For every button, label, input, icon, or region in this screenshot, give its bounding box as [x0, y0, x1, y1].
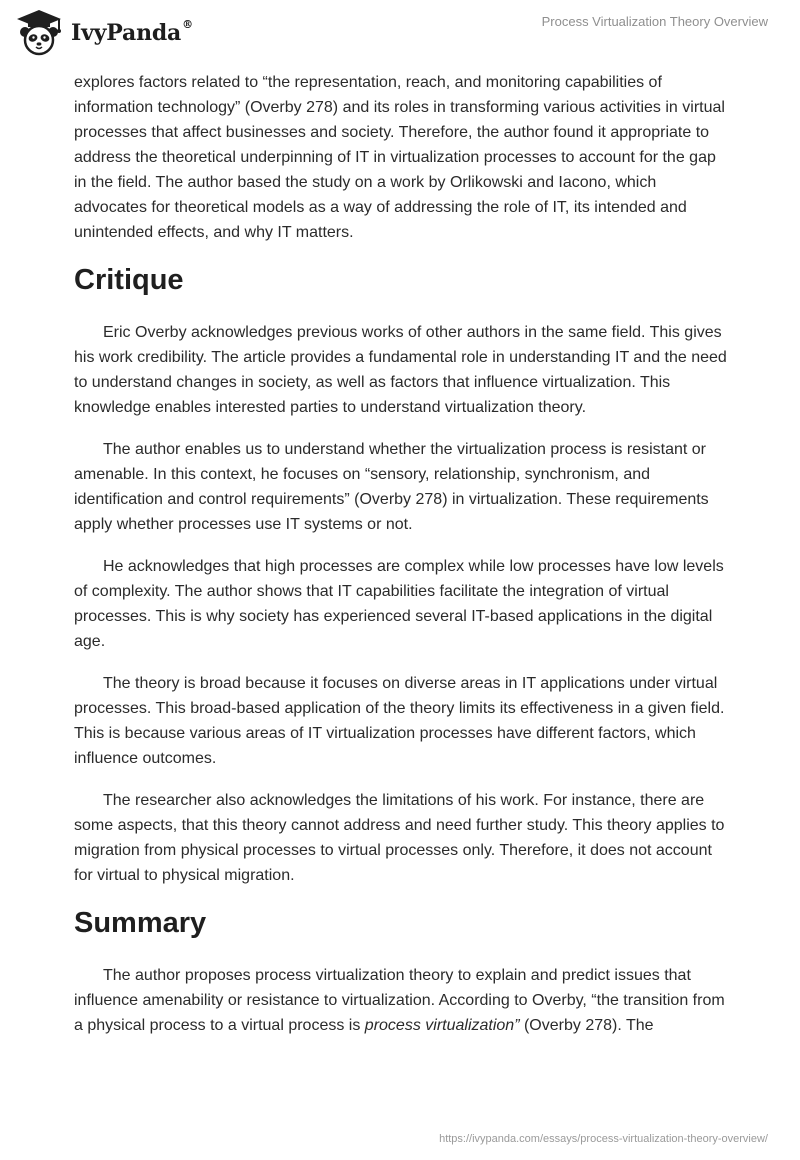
summary-italic-term: process virtualization” — [364, 1017, 520, 1034]
page-header — [0, 0, 800, 70]
brand-name — [71, 20, 193, 46]
critique-paragraph-4: The theory is broad because it focuses on diverse areas in IT applications under virtual processes. This broad-based application of the theory limits its effectiveness in a given field. This is because various areas of IT virtualization processes have different factors, which influence outcomes. — [74, 675, 725, 767]
panda-logo-icon — [15, 8, 63, 56]
intro-paragraph: explores factors related to “the representation, reach, and monitoring capabilities of information technology” (Overby 278) and its roles in transforming various activities in virtual processes that affect businesses and society. Therefore, the author found it appropriate to address the theoretical underpinning of IT in virtualization processes to account for the gap in the field. The author based the study on a work by Orlikowski and Iacono, which advocates for theoretical models as a way of addressing the role of IT, its intended and unintended effects, and why IT matters. — [74, 74, 725, 241]
summary-heading: Summary — [74, 907, 207, 939]
essay-content — [74, 70, 728, 1055]
summary-text-start: The author proposes process virtualization theory to explain and predict issues that influence amenability or resistance to virtualization. According to Overby, “the transition from a physical process to a virtual process is — [74, 967, 725, 1034]
critique-paragraph-5: The researcher also acknowledges the limitations of his work. For instance, there are some aspects, that this theory cannot address and need further study. This theory applies to migration from physical processes to virtual processes only. Therefore, it does not account for virtual to physical migration. — [74, 792, 725, 884]
critique-paragraph-2: The author enables us to understand whether the virtualization process is resistant or amenable. In this context, he focuses on “sensory, relationship, synchronism, and identification and control requirements” (Overby 278) in virtualization. These requirements apply whether processes use IT systems or not. — [74, 441, 709, 533]
critique-paragraph-3: He acknowledges that high processes are complex while low processes have low levels of complexity. The author shows that IT capabilities facilitate the integration of virtual processes. This is why society has experienced several IT-based applications in the digital age. — [74, 558, 724, 650]
critique-heading: Critique — [74, 264, 184, 296]
summary-text-end: (Overby 278). The — [519, 1017, 654, 1034]
source-url[interactable]: https://ivypanda.com/essays/process-virtualization-theory-overview/ — [439, 1133, 768, 1145]
critique-paragraph-1: Eric Overby acknowledges previous works of other authors in the same field. This gives his work credibility. The article provides a fundamental role in understanding IT and the need to understand changes in society, as well as factors that influence virtualization. This knowledge enables interested parties to understand virtualization theory. — [74, 324, 727, 416]
registered-mark: ® — [182, 18, 193, 31]
summary-paragraph-1 — [74, 963, 728, 1038]
logo-link[interactable] — [15, 8, 193, 56]
brand-text: IvyPanda — [71, 20, 182, 46]
document-title: Process Virtualization Theory Overview — [541, 14, 768, 29]
